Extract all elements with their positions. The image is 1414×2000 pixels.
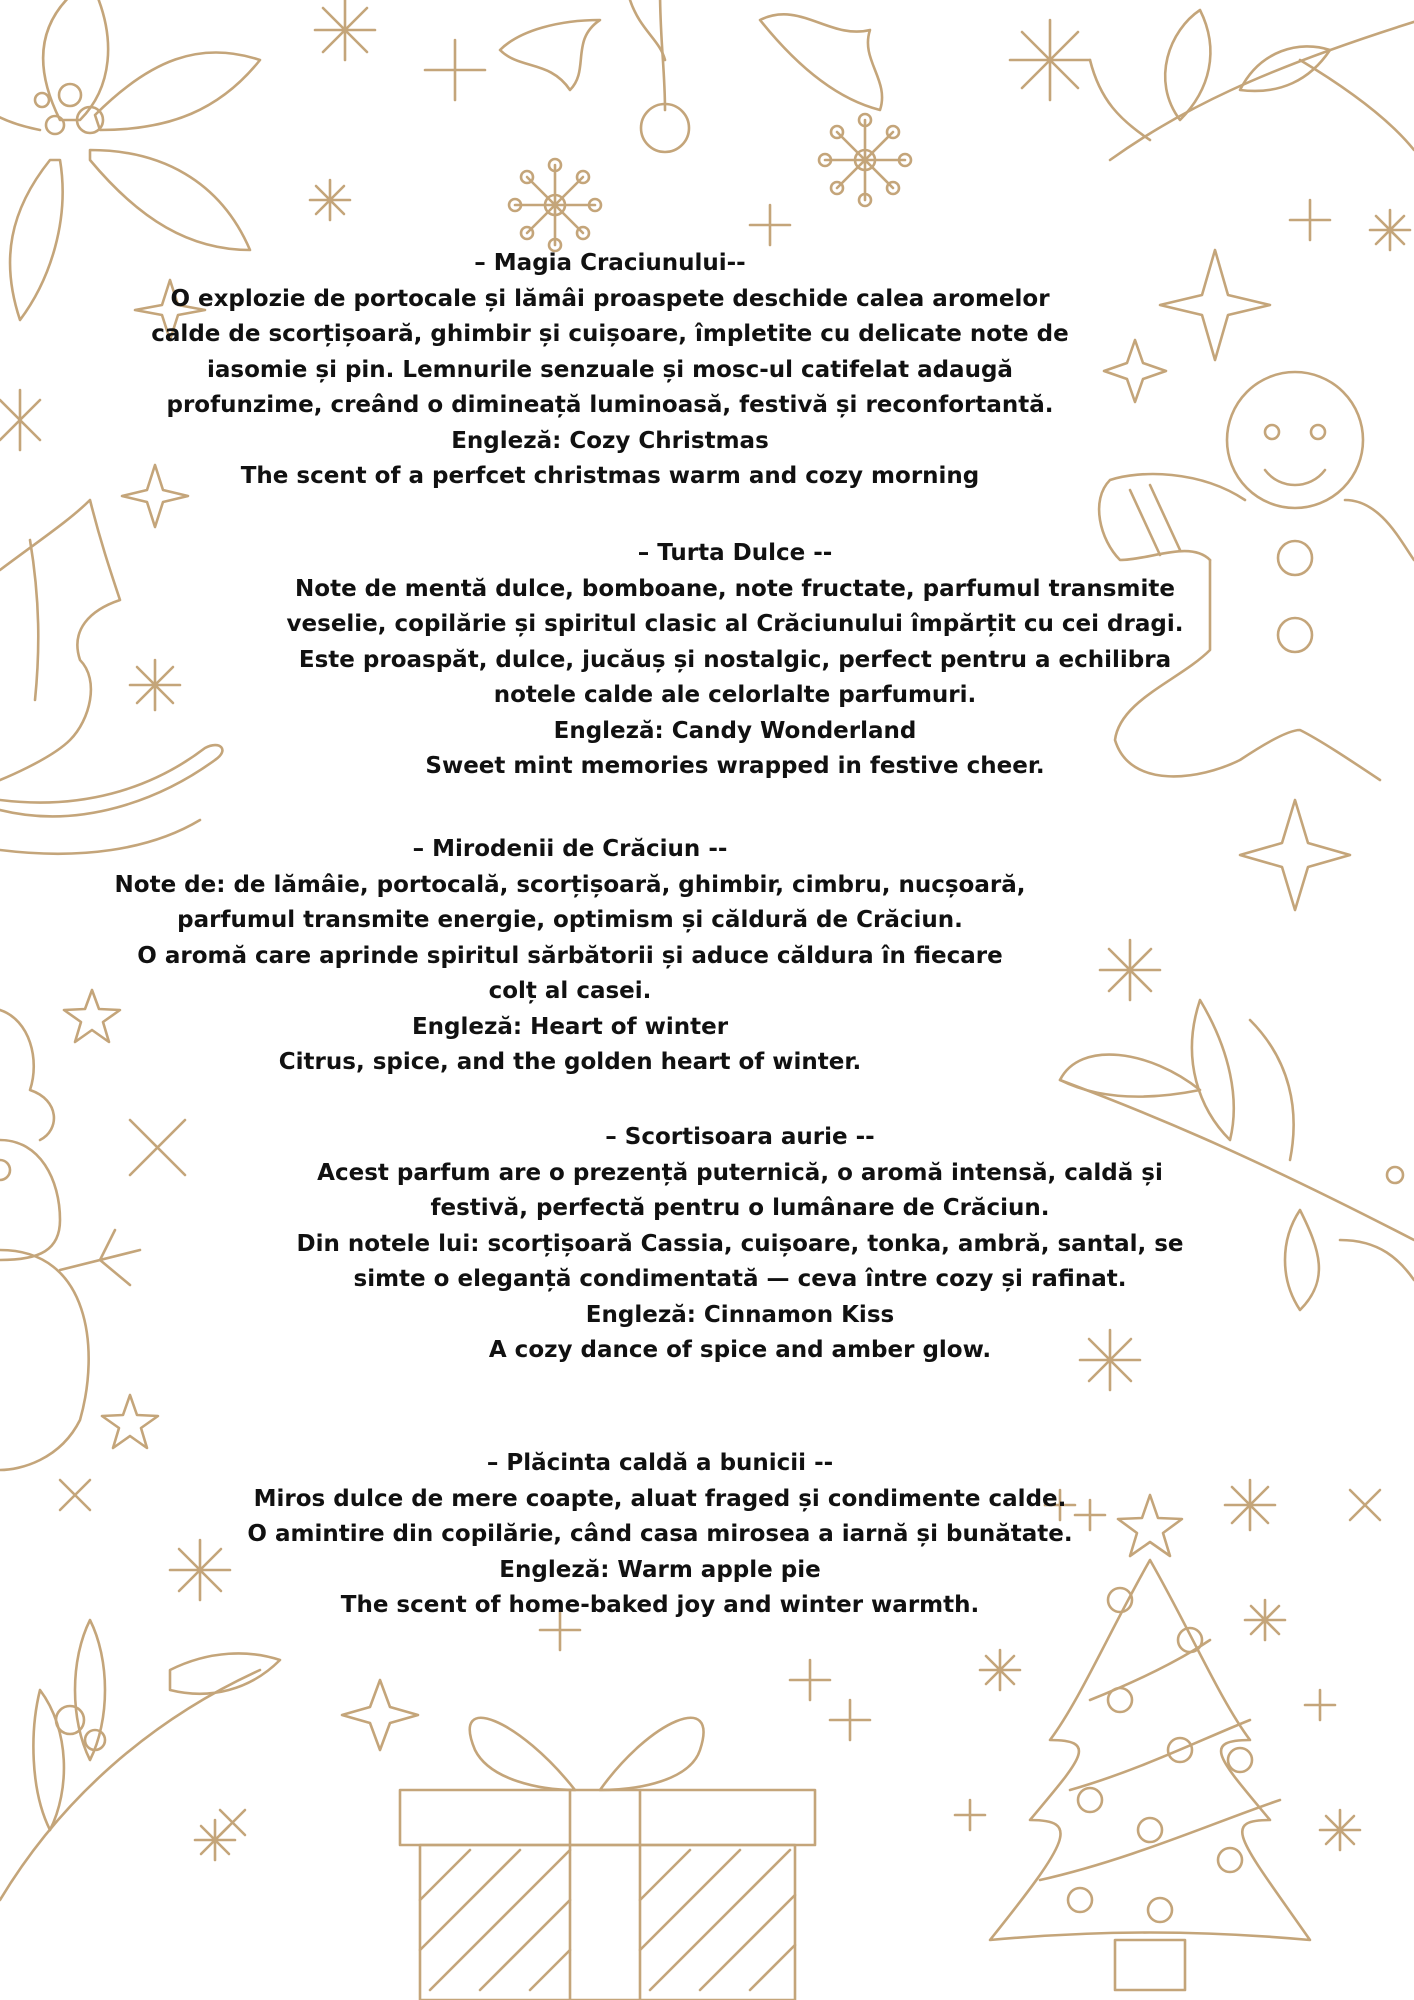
description-line: Din notele lui: scorțișoară Cassia, cuișoare, tonka, ambră, santal, se	[296, 1230, 1184, 1257]
tagline: A cozy dance of spice and amber glow.	[488, 1337, 992, 1363]
description-line: colț al casei.	[488, 978, 652, 1004]
snowflake-icon	[509, 159, 601, 251]
section-title: – Magia Craciunului--	[474, 250, 746, 276]
scent-section-magia-craciunului	[150, 246, 1070, 495]
description-line: Acest parfum are o prezență puternică, o aromă intensă, caldă și	[317, 1159, 1163, 1186]
description-line: Este proaspăt, dulce, jucăuș și nostalgic, perfect pentru a echilibra	[298, 646, 1172, 673]
description-line: veselie, copilărie și spiritul clasic al Crăciunului împărțit cu cei dragi.	[286, 611, 1184, 637]
english-name: Engleză: Candy Wonderland	[553, 717, 917, 744]
description-line: iasomie și pin. Lemnurile senzuale și mosc-ul catifelat adaugă	[207, 356, 1013, 383]
mistletoe-branch-icon	[0, 1620, 280, 1900]
description-line: simte o eleganță condimentată — ceva între cozy și rafinat.	[353, 1266, 1127, 1292]
mistletoe-branch-icon	[1090, 10, 1414, 160]
scent-section-mirodenii-de-craciun	[90, 832, 1050, 1081]
description-line: Note de: de lămâie, portocală, scorțișoară, ghimbir, cimbru, nucșoară,	[114, 871, 1026, 898]
scent-section-turta-dulce	[240, 536, 1230, 785]
description-line: Note de mentă dulce, bomboane, note fructate, parfumul transmite	[295, 575, 1175, 602]
section-title: – Turta Dulce --	[637, 540, 833, 566]
scent-section-scortisoara-aurie	[280, 1120, 1200, 1369]
scent-section-placinta-calda	[230, 1446, 1090, 1624]
description-line: O amintire din copilărie, când casa mirosea a iarnă și bunătate.	[247, 1521, 1073, 1547]
description-line: notele calde ale celorlalte parfumuri.	[493, 682, 977, 708]
description-line: profunzime, creând o dimineață luminoasă, festivă și reconfortantă.	[166, 392, 1054, 418]
description-line: festivă, perfectă pentru o lumânare de Crăciun.	[430, 1195, 1050, 1221]
holly-icon	[500, 0, 882, 152]
tagline: The scent of a perfcet christmas warm and cozy morning	[240, 463, 980, 489]
english-name: Engleză: Cozy Christmas	[451, 427, 769, 454]
description-line: calde de scorțișoară, ghimbir și cuișoare, împletite cu delicate note de	[151, 321, 1069, 347]
section-title: – Scortisoara aurie --	[605, 1124, 875, 1150]
english-name: Engleză: Warm apple pie	[499, 1556, 821, 1583]
gift-box-icon	[400, 1718, 815, 2000]
description-line: parfumul transmite energie, optimism și căldură de Crăciun.	[177, 907, 963, 933]
description-line: O aromă care aprinde spiritul sărbătorii și aduce căldura în fiecare	[137, 942, 1003, 969]
rocking-horse-icon	[0, 500, 222, 854]
tagline: Sweet mint memories wrapped in festive cheer.	[425, 753, 1045, 779]
section-title: – Plăcinta caldă a bunicii --	[486, 1450, 834, 1476]
english-name: Engleză: Heart of winter	[411, 1013, 729, 1040]
tagline: Citrus, spice, and the golden heart of winter.	[278, 1049, 862, 1075]
tagline: The scent of home-baked joy and winter warmth.	[340, 1592, 980, 1618]
snowflake-icon	[819, 114, 911, 206]
description-line: Miros dulce de mere coapte, aluat fraged și condimente calde.	[253, 1485, 1067, 1512]
description-line: O explozie de portocale și lămâi proaspete deschide calea aromelor	[170, 285, 1050, 312]
english-name: Engleză: Cinnamon Kiss	[585, 1301, 895, 1328]
section-title: – Mirodenii de Crăciun --	[412, 836, 728, 862]
